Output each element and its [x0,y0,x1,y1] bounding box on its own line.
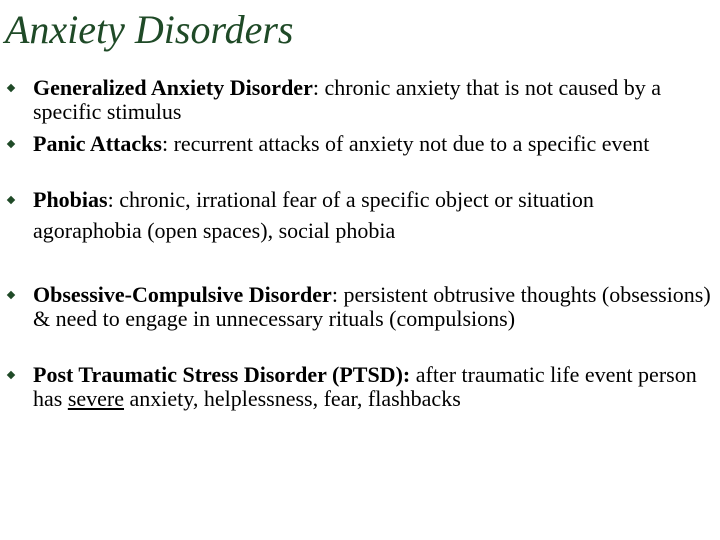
bullet-item-gad [8,76,713,124]
diamond-bullet-icon [7,140,15,148]
term-description-end: anxiety, helplessness, fear, flashbacks [124,386,461,411]
bullet-text [33,76,713,124]
bullet-item-ptsd [8,363,713,411]
term-label: Obsessive-Compulsive Disorder [33,282,332,307]
bullet-item-ocd [8,283,713,331]
bullet-text [33,188,713,212]
diamond-bullet-icon [7,196,15,204]
diamond-bullet-icon [7,291,15,299]
diamond-bullet-icon [7,371,15,379]
term-description: after traumatic life event person has [33,362,697,411]
term-label: Post Traumatic Stress Disorder (PTSD): [33,362,411,387]
term-label: Panic Attacks [33,131,162,156]
bullet-item-panic [8,132,713,156]
term-label: Phobias [33,187,108,212]
term-description: : persistent obtrusive thoughts (obsessions) & need to engage in unnecessary rituals (compulsions) [33,282,711,331]
term-description: : chronic anxiety that is not caused by a specific stimulus [33,75,662,124]
bullet-text [33,283,713,331]
emphasis-severe: severe [67,386,125,411]
term-description: : chronic, irrational fear of a specific object or situation [107,187,594,212]
term-label: Generalized Anxiety Disorder [33,75,313,100]
term-description: : recurrent attacks of anxiety not due to a specific event [161,131,650,156]
bullet-item-phobias [8,188,713,212]
phobia-examples: agoraphobia (open spaces), social phobia [33,218,396,243]
bullet-text [33,132,713,156]
diamond-bullet-icon [7,84,15,92]
bullet-text [33,363,713,411]
slide-title: Anxiety Disorders [5,7,294,52]
